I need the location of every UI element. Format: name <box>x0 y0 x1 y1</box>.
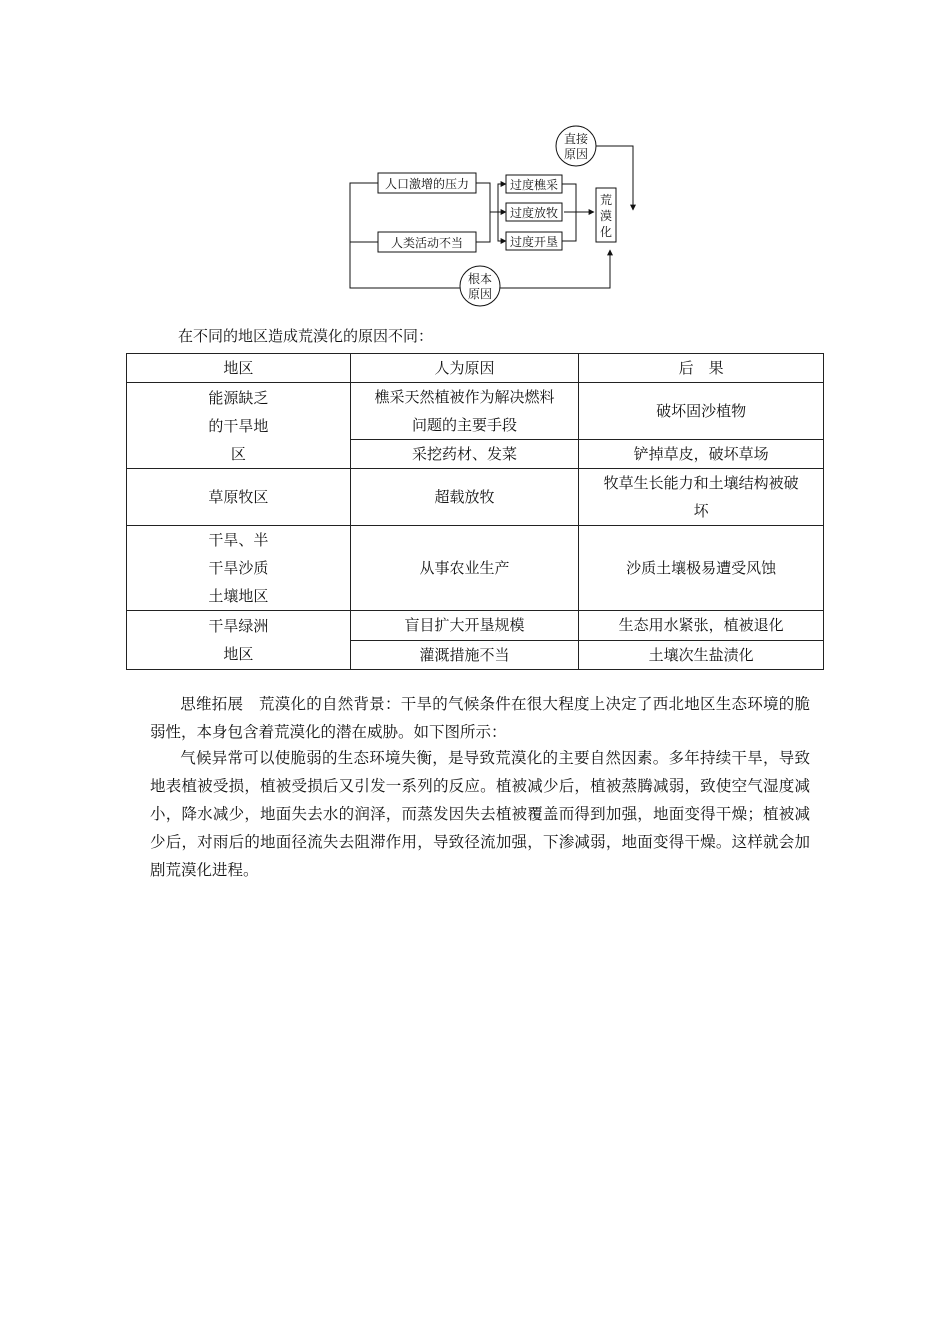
pressure-link-top <box>476 183 490 212</box>
root-cause-connector <box>500 250 610 288</box>
table-row <box>127 526 824 611</box>
result-char-3: 化 <box>599 225 613 239</box>
region-cell: 干旱、半 干旱沙质 土壤地区 <box>127 526 351 611</box>
table-row <box>127 469 824 526</box>
activity-logging-label: 过度樵采 <box>509 178 559 192</box>
result-char-1: 荒 <box>599 193 613 207</box>
split-arrow-bottom <box>498 212 506 241</box>
desertification-cause-diagram <box>340 120 660 310</box>
root-cause-line2: 原因 <box>467 287 493 301</box>
cause-cell: 从事农业生产 <box>350 526 579 611</box>
direct-cause-line1: 直接 <box>563 132 589 146</box>
cause-cell: 盲目扩大开垦规模 <box>350 611 579 641</box>
cause-cell: 采挖药材、发菜 <box>350 440 579 469</box>
effect-cell: 破坏固沙植物 <box>579 383 824 440</box>
activity-reclamation-label: 过度开垦 <box>509 235 559 249</box>
header-consequence: 后 果 <box>579 354 824 383</box>
header-region: 地区 <box>127 354 351 383</box>
effect-cell: 土壤次生盐渍化 <box>579 640 824 670</box>
table-intro: 在不同的地区造成荒漠化的原因不同： <box>178 327 434 345</box>
pressure-activity-label: 人类活动不当 <box>390 236 464 250</box>
effect-cell: 牧草生长能力和土壤结构被破 坏 <box>579 469 824 526</box>
region-cell: 草原牧区 <box>127 469 351 526</box>
climate-anomaly-paragraph: 气候异常可以使脆弱的生态环境失衡，是导致荒漠化的主要自然因素。多年持续干旱，导致地表植被受损，植被受损后又引发一系列的反应。植被减少后，植被蒸腾减弱，致使空气湿度减小，降水减少，地面失去水的润泽，而蒸发因失去植被覆盖而得到加强，地面变得干燥；植被减少后，对雨后的地面径流失去阻滞作用，导致径流加强，下渗减弱，地面变得干燥。这样就会加剧荒漠化进程。 <box>150 749 810 879</box>
header-human-cause: 人为原因 <box>350 354 579 383</box>
pressure-population-label: 人口激增的压力 <box>384 177 470 191</box>
effect-cell: 沙质土壤极易遭受风蚀 <box>579 526 824 611</box>
region-cell: 能源缺乏 的干旱地 区 <box>127 383 351 469</box>
effect-cell: 生态用水紧张，植被退化 <box>579 611 824 641</box>
table-header-row <box>127 354 824 383</box>
thinking-extension-paragraph: 思维拓展 荒漠化的自然背景：干旱的气候条件在很大程度上决定了西北地区生态环境的脆弱性，本身包含着荒漠化的潜在威胁。如下图所示： <box>150 695 810 741</box>
pressure-link-bottom <box>476 212 490 242</box>
table-row <box>127 383 824 440</box>
activity-grazing-label: 过度放牧 <box>509 206 559 220</box>
root-cause-line1: 根本 <box>467 272 493 286</box>
direct-cause-line2: 原因 <box>563 147 589 161</box>
cause-cell: 樵采天然植被作为解决燃料 问题的主要手段 <box>350 383 579 440</box>
table-row <box>127 611 824 641</box>
effect-cell: 铲掉草皮，破坏草场 <box>579 440 824 469</box>
cause-cell: 超载放牧 <box>350 469 579 526</box>
cause-cell: 灌溉措施不当 <box>350 640 579 670</box>
split-arrow-top <box>498 184 506 212</box>
desertification-causes-table <box>126 353 824 670</box>
region-cell: 干旱绿洲 地区 <box>127 611 351 670</box>
result-char-2: 漠 <box>599 209 613 223</box>
